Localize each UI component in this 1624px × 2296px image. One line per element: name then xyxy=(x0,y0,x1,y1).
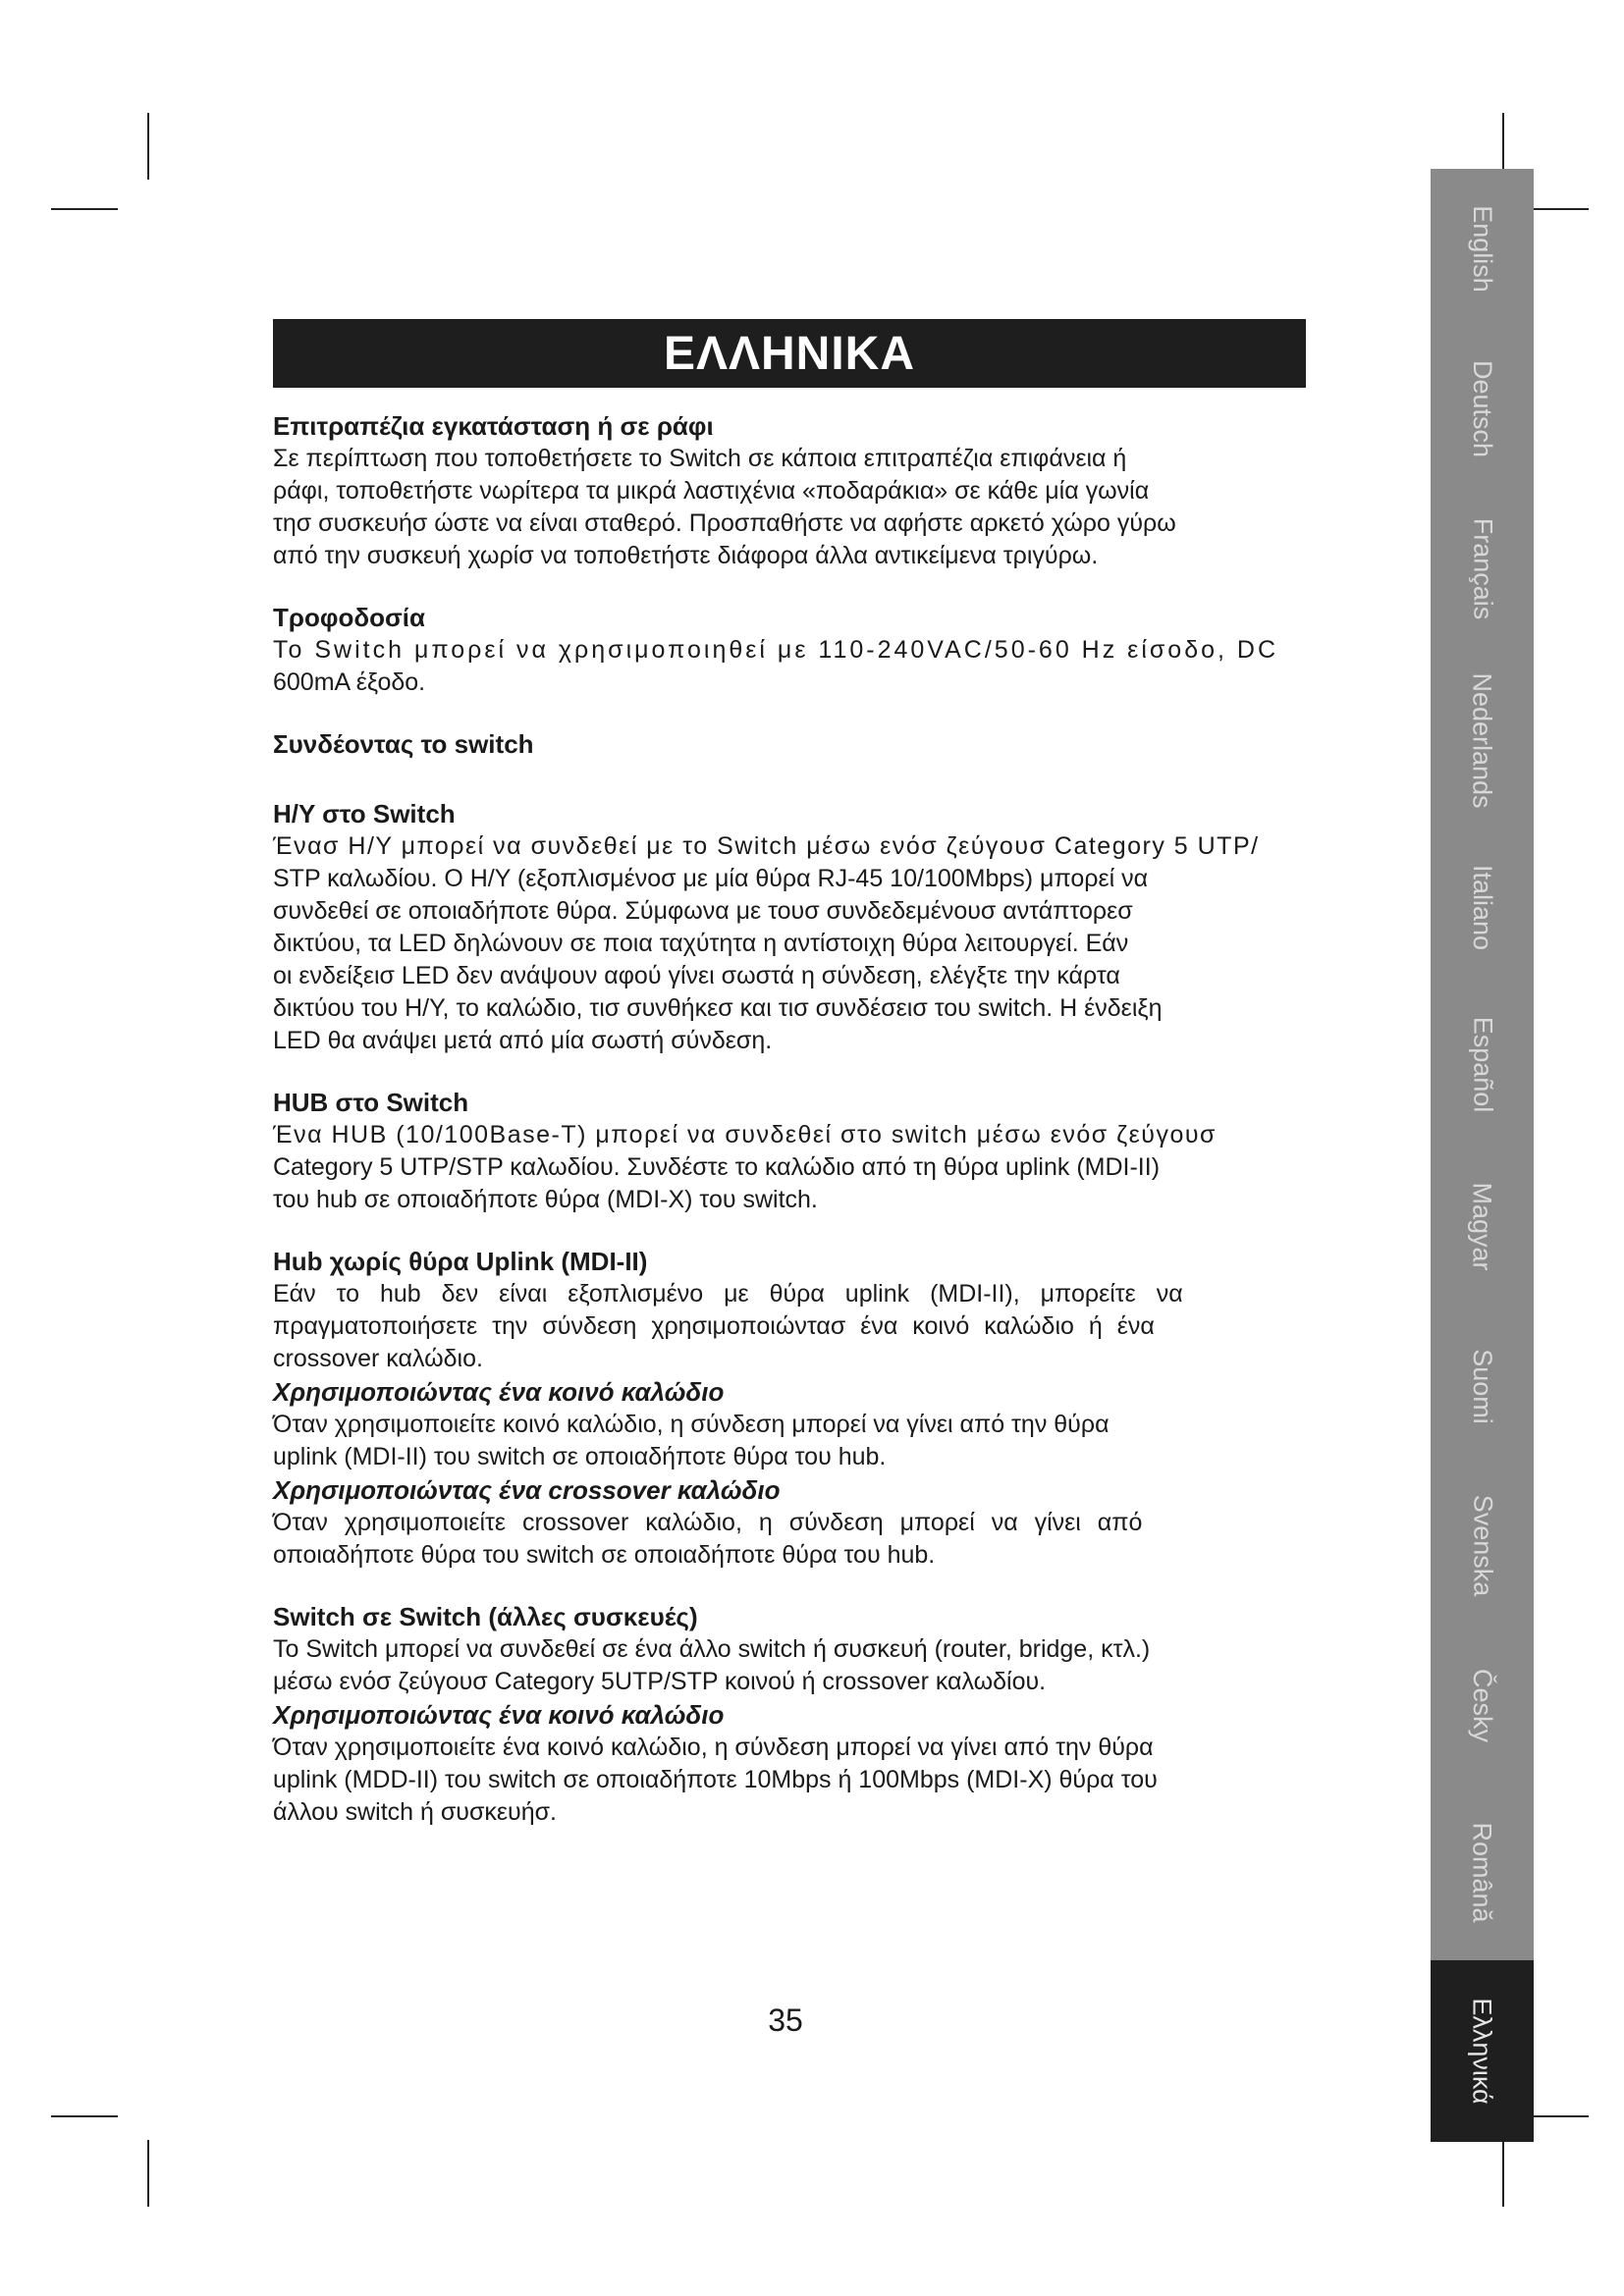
text-line: Σε περίπτωση που τοποθετήσετε το Switch σε κάποια επιτραπέζια επιφάνεια ή xyxy=(273,445,1127,472)
section-pc-to-switch xyxy=(273,798,1265,1057)
language-tab-label: Español xyxy=(1467,1016,1497,1113)
text-line: crossover καλώδιο. xyxy=(273,1345,483,1372)
main-content xyxy=(273,410,1279,1858)
text-line: ράφι, τοποθετήστε νωρίτερα τα μικρά λαστιχένια «ποδαράκια» σε κάθε μία γωνία xyxy=(273,477,1150,505)
language-tab-label: English xyxy=(1468,205,1497,293)
language-tab-label: Ελληνικά xyxy=(1468,1998,1497,2105)
language-tab-cesky[interactable] xyxy=(1431,1627,1534,1784)
text-line: δικτύου, τα LED δηλώνουν σε ποια ταχύτητα η αντίστοιχη θύρα λειτουργεί. Εάν xyxy=(273,930,1129,957)
language-tab-label: Italiano xyxy=(1467,864,1497,951)
language-tab-svenska[interactable] xyxy=(1431,1465,1534,1627)
subsection-heading: Χρησιμοποιώντας ένα κοινό καλώδιο xyxy=(273,1700,725,1730)
text-line: Όταν χρησιμοποιείτε ένα κοινό καλώδιο, η σύνδεση μπορεί να γίνει από την θύρα xyxy=(273,1734,1154,1761)
page-number: 35 xyxy=(768,2002,803,2038)
subsection-heading: Χρησιμοποιώντας ένα crossover καλώδιο xyxy=(273,1475,781,1505)
text-line: 600mA έξοδο. xyxy=(273,668,426,696)
text-line: uplink (MDI-II) του switch σε οποιαδήποτε θύρα του hub. xyxy=(273,1443,887,1470)
language-tab-english[interactable] xyxy=(1431,169,1534,329)
subsection-heading: Χρησιμοποιώντας ένα κοινό καλώδιο xyxy=(273,1377,725,1407)
language-tab-label: Suomi xyxy=(1468,1348,1497,1424)
text-line: μέσω ενόσ ζεύγουσ Category 5UTP/STP κοινού ή crossover καλωδίου. xyxy=(273,1668,1047,1695)
language-tab-suomi[interactable] xyxy=(1431,1308,1534,1465)
section-heading: Επιτραπέζια εγκατάσταση ή σε ράφι xyxy=(273,411,714,441)
section-power xyxy=(273,602,1279,699)
language-tab-italiano[interactable] xyxy=(1431,831,1534,984)
text-line: Όταν χρησιμοποιείτε κοινό καλώδιο, η σύνδεση μπορεί να γίνει από την θύρα xyxy=(273,1411,1110,1438)
text-line: άλλου switch ή συσκευήσ. xyxy=(273,1798,557,1826)
language-tab-label: Svenska xyxy=(1468,1494,1497,1597)
language-tabs xyxy=(1431,169,1534,2142)
text-line: Εάν το hub δεν είναι εξοπλισμένο με θύρα uplink (MDI-II), μπορείτε να xyxy=(273,1280,1183,1308)
crop-mark xyxy=(147,113,149,180)
text-line: πραγματοποιήσετε την σύνδεση χρησιμοποιώντασ ένα κοινό καλώδιο ή ένα xyxy=(273,1312,1155,1340)
text-line: uplink (MDD-II) του switch σε οποιαδήποτε 10Mbps ή 100Mbps (MDI-X) θύρα του xyxy=(273,1766,1158,1793)
language-tab-magyar[interactable] xyxy=(1431,1146,1534,1308)
text-line: από την συσκευή χωρίσ να τοποθετήστε διάφορα άλλα αντικείμενα τριγύρω. xyxy=(273,542,1099,569)
crop-mark xyxy=(1502,2140,1504,2207)
text-line: του hub σε οποιαδήποτε θύρα (MDI-X) του switch. xyxy=(273,1186,818,1213)
section-heading: Τροφοδοσία xyxy=(273,603,425,632)
text-line: Το Switch μπορεί να συνδεθεί σε ένα άλλο switch ή συσκευή (router, bridge, κτλ.) xyxy=(273,1635,1151,1663)
section-tabletop xyxy=(273,410,1265,572)
language-tab-label: Nederlands xyxy=(1468,672,1497,809)
crop-mark xyxy=(51,2115,118,2117)
text-line: STP καλωδίου. Ο Η/Υ (εξοπλισμένοσ με μία θύρα RJ-45 10/100Mbps) μπορεί να xyxy=(273,865,1149,892)
language-tab-label: Magyar xyxy=(1468,1182,1497,1271)
text-line: Ένα HUB (10/100Base-T) μπορεί να συνδεθεί στο switch μέσω ενόσ ζεύγουσ xyxy=(273,1121,1217,1148)
text-line: Category 5 UTP/STP καλωδίου. Συνδέστε το καλώδιο από τη θύρα uplink (MDI-II) xyxy=(273,1153,1161,1181)
text-line: τησ συσκευήσ ώστε να είναι σταθερό. Προσπαθήστε να αφήστε αρκετό χώρο γύρω xyxy=(273,509,1176,537)
text-line: LED θα ανάψει μετά από μία σωστή σύνδεση. xyxy=(273,1027,773,1054)
language-tab-romana[interactable] xyxy=(1431,1784,1534,1960)
language-tab-francais[interactable] xyxy=(1431,488,1534,650)
language-tab-nederlands[interactable] xyxy=(1431,650,1534,831)
text-line: Το Switch μπορεί να χρησιμοποιηθεί με 110-240VAC/50-60 Hz είσοδο, DC xyxy=(273,636,1279,664)
page-title: ΕΛΛΗΝΙΚΑ xyxy=(273,319,1306,388)
language-tab-label: Français xyxy=(1468,517,1497,620)
section-heading: Hub χωρίς θύρα Uplink (MDI-II) xyxy=(273,1247,648,1276)
text-line: Ένασ Η/Υ μπορεί να συνδεθεί με το Switch μέσω ενόσ ζεύγουσ Category 5 UTP/ xyxy=(273,832,1260,860)
text-line: Όταν χρησιμοποιείτε crossover καλώδιο, η σύνδεση μπορεί να γίνει από xyxy=(273,1509,1143,1536)
section-heading: Συνδέοντας το switch xyxy=(273,729,534,759)
section-heading: HUB στο Switch xyxy=(273,1088,469,1117)
language-tab-label: Deutsch xyxy=(1468,359,1497,457)
crop-mark xyxy=(51,208,118,210)
text-line: συνδεθεί σε οποιαδήποτε θύρα. Σύμφωνα με τουσ συνδεδεμένουσ αντάπτορεσ xyxy=(273,897,1133,925)
language-tab-label: Română xyxy=(1468,1821,1497,1923)
language-tab-deutsch[interactable] xyxy=(1431,329,1534,488)
language-tab-espanol[interactable] xyxy=(1431,984,1534,1146)
section-switch-to-switch xyxy=(273,1601,1265,1829)
text-line: οποιαδήποτε θύρα του switch σε οποιαδήποτε θύρα του hub. xyxy=(273,1541,936,1569)
section-connecting xyxy=(273,728,1265,761)
text-line: οι ενδείξεισ LED δεν ανάψουν αφού γίνει σωστά η σύνδεση, ελέγξτε την κάρτα xyxy=(273,962,1120,989)
section-hub-no-uplink xyxy=(273,1246,1265,1572)
text-line: δικτύου του Η/Υ, το καλώδιο, τισ συνθήκεσ και τισ συνδέσεισ του switch. Η ένδειξη xyxy=(273,994,1163,1022)
section-heading: H/Y στο Switch xyxy=(273,799,456,828)
language-tab-ellinika[interactable] xyxy=(1431,1960,1534,2142)
language-tab-label: Česky xyxy=(1467,1668,1497,1742)
section-heading: Switch σε Switch (άλλες συσκευές) xyxy=(273,1602,698,1631)
section-hub-to-switch xyxy=(273,1087,1265,1216)
crop-mark xyxy=(147,2140,149,2207)
